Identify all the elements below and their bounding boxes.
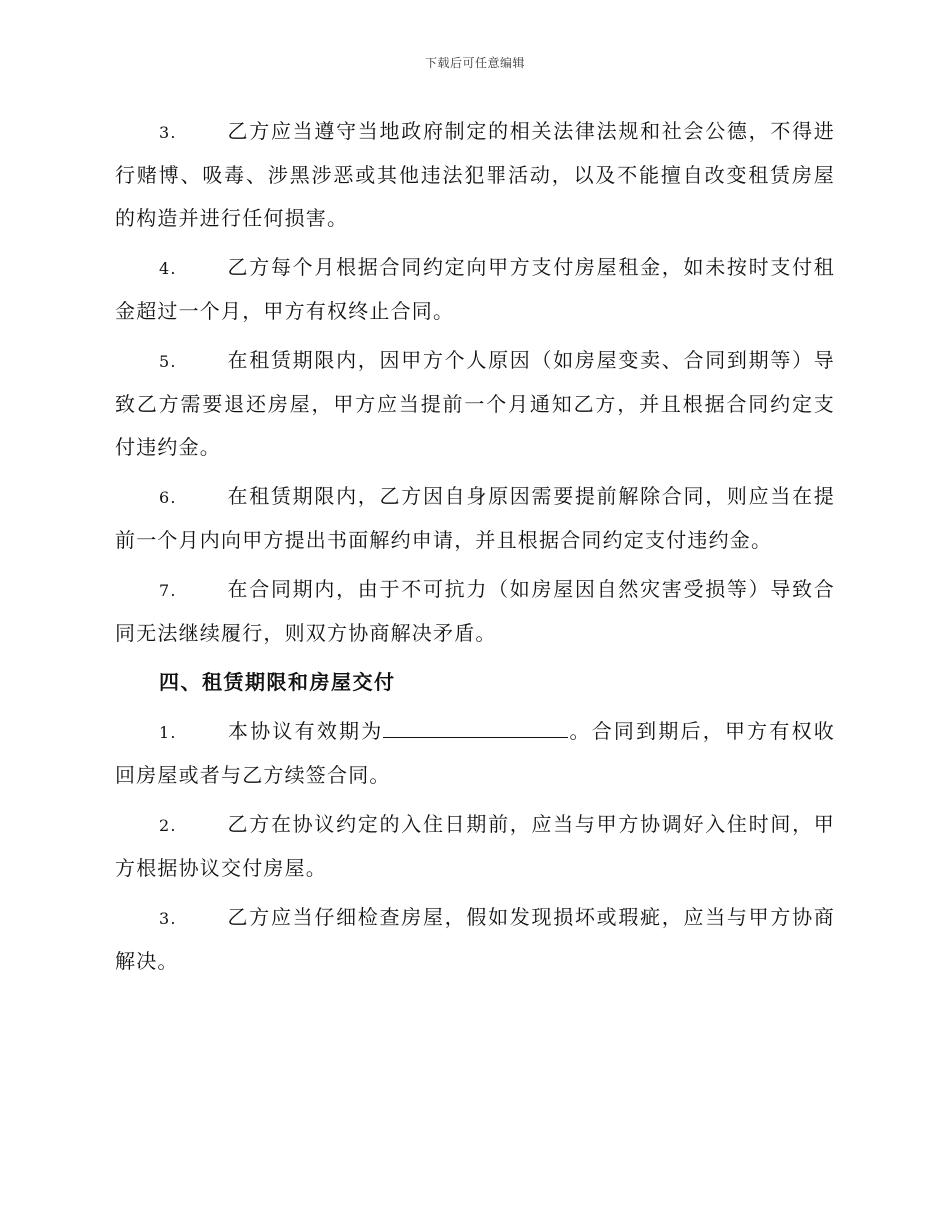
- clause-number: 6.: [159, 488, 177, 507]
- clause-number: 2.: [159, 816, 177, 835]
- clause-3-3: [115, 110, 835, 240]
- clause-4-2: [115, 803, 835, 890]
- clause-text-after: 。合同到期后，甲方有权收回房屋或者与乙方续签合同。: [115, 719, 835, 787]
- clause-text: 乙方每个月根据合同约定向甲方支付房屋租金，如未按时支付租金超过一个月，甲方有权终止合同。: [115, 255, 835, 323]
- clause-number: 7.: [159, 581, 177, 600]
- clause-number: 4.: [159, 259, 177, 278]
- document-body: [115, 110, 835, 989]
- clause-3-4: [115, 246, 835, 333]
- clause-number: 3.: [159, 123, 177, 142]
- clause-text: 乙方应当遵守当地政府制定的相关法律法规和社会公德，不得进行赌博、吸毒、涉黑涉恶或其他违法犯罪活动，以及不能擅自改变租赁房屋的构造并进行任何损害。: [115, 119, 835, 230]
- clause-text: 乙方应当仔细检查房屋，假如发现损坏或瑕疵，应当与甲方协商解决。: [115, 905, 835, 973]
- clause-text: 在合同期内，由于不可抗力（如房屋因自然灾害受损等）导致合同无法继续履行，则双方协商解决矛盾。: [115, 577, 835, 645]
- clause-4-3: [115, 896, 835, 983]
- fill-in-blank: [383, 715, 568, 738]
- clause-text-before: 本协议有效期为: [227, 719, 384, 743]
- clause-3-7: [115, 568, 835, 655]
- clause-text: 在租赁期限内，因甲方个人原因（如房屋变卖、合同到期等）导致乙方需要退还房屋，甲方应当提前一个月通知乙方，并且根据合同约定支付违约金。: [115, 348, 835, 459]
- clause-3-5: [115, 339, 835, 469]
- clause-number: 5.: [159, 352, 177, 371]
- clause-text: 在租赁期限内，乙方因自身原因需要提前解除合同，则应当在提前一个月内向甲方提出书面解约申请，并且根据合同约定支付违约金。: [115, 484, 835, 552]
- clause-text: 乙方在协议约定的入住日期前，应当与甲方协调好入住时间，甲方根据协议交付房屋。: [115, 812, 835, 880]
- clause-number: 3.: [159, 909, 177, 928]
- page-header: 下载后可任意编辑: [424, 56, 525, 70]
- clause-3-6: [115, 475, 835, 562]
- section-4-title: 四、租赁期限和房屋交付: [159, 670, 396, 694]
- clause-number: 1.: [159, 723, 177, 742]
- clause-4-1: [115, 710, 835, 797]
